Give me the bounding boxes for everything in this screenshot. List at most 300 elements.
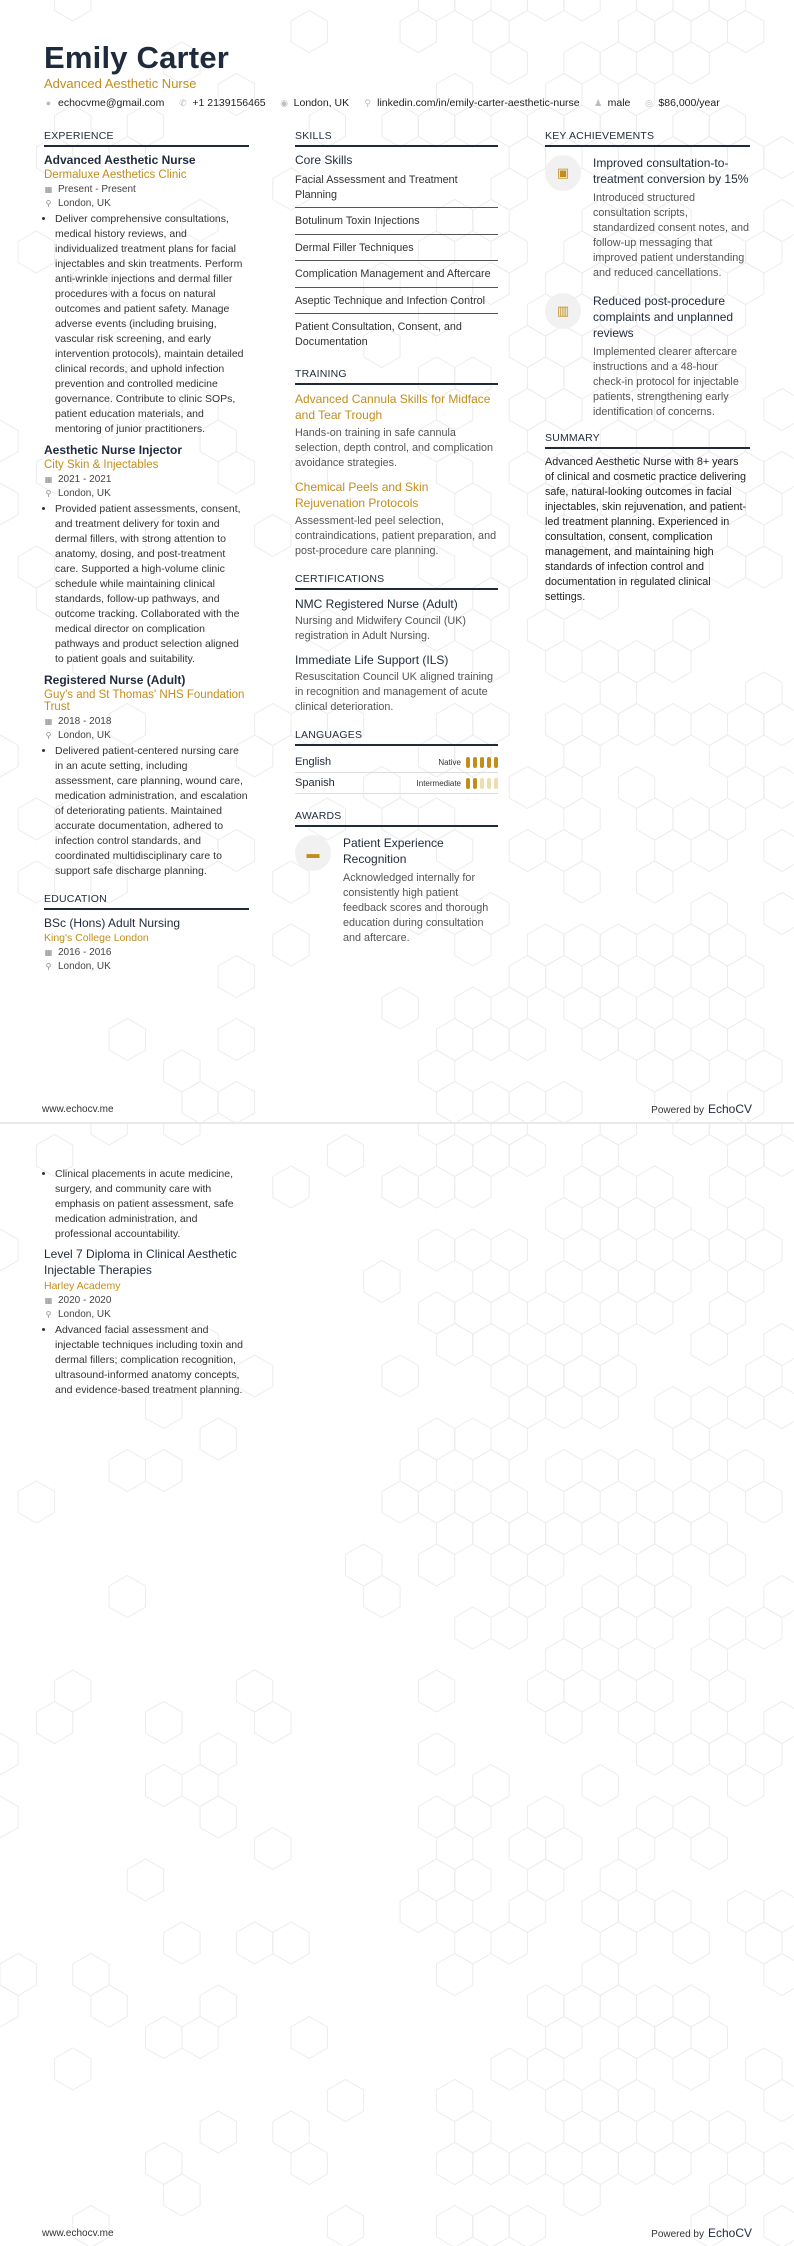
experience-dates xyxy=(44,716,249,727)
education-item xyxy=(44,1246,249,1398)
hexagon-shape xyxy=(546,2080,582,2122)
education-dates-text: 2020 - 2020 xyxy=(58,1295,112,1306)
hexagon-shape xyxy=(509,1082,545,1123)
contact-email-text: echocvme@gmail.com xyxy=(58,97,165,109)
education-location xyxy=(44,1309,249,1320)
hexagon-shape xyxy=(746,546,782,588)
contact-phone[interactable] xyxy=(178,97,265,109)
hexagon-shape xyxy=(437,1082,473,1123)
hexagon-shape xyxy=(655,2017,691,2059)
hexagon-shape xyxy=(691,956,727,998)
education-school: King's College London xyxy=(44,932,149,944)
experience-location xyxy=(44,488,249,499)
hexagon-shape xyxy=(509,1135,545,1177)
hexagon-shape xyxy=(746,231,782,273)
hexagon-shape xyxy=(764,1576,794,1618)
rating-bar xyxy=(473,757,477,768)
footer-brand: EchoCV xyxy=(707,1102,752,1116)
hexagon-shape xyxy=(491,42,527,84)
hexagon-shape xyxy=(582,1198,618,1240)
hexagon-shape xyxy=(709,1229,745,1271)
hexagon-shape xyxy=(618,74,654,116)
hexagon-shape xyxy=(673,798,709,840)
hexagon-shape xyxy=(255,704,291,746)
hexagon-shape xyxy=(527,1544,563,1586)
contact-email[interactable] xyxy=(44,97,164,109)
rating-bar xyxy=(487,778,491,789)
hexagon-shape xyxy=(509,956,545,998)
hexagon-shape xyxy=(600,1292,636,1334)
hexagon-shape xyxy=(618,767,654,809)
footer-site-link[interactable]: www.echocv.me xyxy=(42,1104,114,1115)
hexagon-shape xyxy=(728,704,764,746)
hexagon-shape xyxy=(346,1544,382,1586)
hexagon-shape xyxy=(55,2048,91,2090)
hexagon-shape xyxy=(582,2080,618,2122)
hexagon-shape xyxy=(546,641,582,683)
hexagon-shape xyxy=(564,987,600,1029)
hexagon-shape xyxy=(509,389,545,431)
hexagon-shape xyxy=(728,956,764,998)
hexagon-shape xyxy=(491,1922,527,1964)
hexagon-shape xyxy=(637,1166,673,1208)
hexagon-shape xyxy=(600,1922,636,1964)
hexagon-shape xyxy=(728,1891,764,1933)
hexagon-shape xyxy=(255,1702,291,1744)
hexagon-shape xyxy=(182,1765,218,1807)
hexagon-shape xyxy=(582,1576,618,1618)
hexagon-shape xyxy=(637,1050,673,1092)
hexagon-shape xyxy=(491,1355,527,1397)
training-heading: TRAINING xyxy=(295,368,498,385)
hexagon-shape xyxy=(437,1513,473,1555)
hexagon-shape xyxy=(382,1166,418,1208)
hexagon-shape xyxy=(746,483,782,525)
experience-bullet: • Deliver comprehensive consultations, medical history reviews, and individualized treatment plans for facial injectables and skin treatments. Perform anti-wrinkle injections and dermal filler procedures with a focus on natural outcomes and patient safety. Manage adverse events (including bruising, vascular risk screening, and early intervention protocols), maintain detailed clinical records, and uphold infection prevention and controlled medicine governance. Contribute to clinic SOPs, patient education materials, and mentoring of junior practitioners. xyxy=(55,212,249,437)
email-icon: ● xyxy=(45,97,52,108)
footer-powered-by[interactable] xyxy=(651,2226,752,2240)
hexagon-shape xyxy=(582,1891,618,1933)
hexagon-shape xyxy=(164,2174,200,2216)
education-item xyxy=(44,916,249,972)
hexagon-shape xyxy=(764,2143,794,2185)
hexagon-shape xyxy=(418,1050,454,1092)
education-bullets xyxy=(44,1323,249,1398)
hexagon-shape xyxy=(728,1450,764,1492)
achievements-heading: KEY ACHIEVEMENTS xyxy=(545,130,750,147)
hexagon-shape xyxy=(291,2017,327,2059)
calendar-icon: ▦ xyxy=(44,185,53,194)
hexagon-shape xyxy=(382,1355,418,1397)
hexagon-shape xyxy=(637,1796,673,1838)
experience-item xyxy=(44,673,249,879)
hexagon-shape xyxy=(618,1019,654,1061)
rating-bar xyxy=(466,757,470,768)
hexagon-shape xyxy=(455,1796,491,1838)
hexagon-shape xyxy=(691,893,727,935)
rating-bar xyxy=(473,778,477,789)
skill-item: Complication Management and Aftercare xyxy=(295,264,498,288)
hexagon-shape xyxy=(437,1324,473,1366)
hexagon-shape xyxy=(146,2017,182,2059)
hexagon-shape xyxy=(455,1481,491,1523)
hexagon-shape xyxy=(418,1229,454,1271)
skill-item: Botulinum Toxin Injections xyxy=(295,211,498,235)
hexagon-shape xyxy=(509,326,545,368)
skills-heading: SKILLS xyxy=(295,130,498,147)
hexagon-shape xyxy=(655,956,691,998)
experience-role: Registered Nurse (Adult) xyxy=(44,673,186,687)
hexagon-shape xyxy=(546,2143,582,2185)
hexagon-shape xyxy=(746,1922,782,1964)
hexagon-shape xyxy=(637,924,673,966)
hexagon-shape xyxy=(146,1450,182,1492)
hexagon-shape xyxy=(218,1082,254,1123)
experience-role: Advanced Aesthetic Nurse xyxy=(44,153,196,167)
hexagon-shape xyxy=(746,1733,782,1775)
hexagon-shape xyxy=(255,1828,291,1870)
footer-powered-by[interactable] xyxy=(651,1102,752,1116)
hexagon-shape xyxy=(673,1124,709,1145)
certifications-heading: CERTIFICATIONS xyxy=(295,573,498,590)
experience-location-text: London, UK xyxy=(58,730,111,741)
hexagon-shape xyxy=(127,1859,163,1901)
hexagon-shape xyxy=(564,0,600,21)
experience-bullets xyxy=(44,212,249,437)
hexagon-shape xyxy=(582,1450,618,1492)
summary-text: Advanced Aesthetic Nurse with 8+ years of clinical and cosmetic practice delivering safe, natural-looking outcomes in facial injectables, skin rejuvenation, and patient-led treatment planning. Experienced in consultation, consent, complication management, and maintaining high standards of infection control and documentation in regulated clinical settings. xyxy=(545,456,747,603)
contact-phone-text: +1 2139156465 xyxy=(192,97,266,109)
hexagon-shape xyxy=(600,987,636,1029)
calendar-icon: ▦ xyxy=(44,1296,53,1305)
experience-dates-text: 2018 - 2018 xyxy=(58,716,112,727)
hexagon-shape xyxy=(509,1891,545,1933)
award-title: Patient Experience Recognition xyxy=(343,836,444,866)
hexagon-shape xyxy=(637,2111,673,2153)
certification-desc: Resuscitation Council UK aligned training in recognition and management of acute clinical deterioration. xyxy=(295,671,494,713)
hexagon-shape xyxy=(564,735,600,777)
hexagon-shape xyxy=(673,2048,709,2090)
hexagon-shape xyxy=(455,1418,491,1460)
hexagon-shape xyxy=(582,1765,618,1807)
hexagon-shape xyxy=(582,1135,618,1177)
skill-item: Aseptic Technique and Infection Control xyxy=(295,291,498,315)
phone-icon: ✆ xyxy=(179,97,187,108)
calendar-icon: ▦ xyxy=(44,717,53,726)
hexagon-shape xyxy=(473,1513,509,1555)
hexagon-shape xyxy=(618,1702,654,1744)
training-desc: Hands-on training in safe cannula selection, depth control, and complication avoidance strategies. xyxy=(295,427,494,469)
languages-heading: LANGUAGES xyxy=(295,729,498,746)
hexagon-shape xyxy=(327,1135,363,1177)
hexagon-shape xyxy=(273,1922,309,1964)
briefcase-icon: ▣ xyxy=(545,155,581,191)
hexagon-shape xyxy=(73,1954,109,1996)
language-proficiency xyxy=(438,757,498,768)
hexagon-shape xyxy=(327,2080,363,2122)
hexagon-shape xyxy=(709,1292,745,1334)
rating-bar xyxy=(494,757,498,768)
hexagon-shape xyxy=(728,1019,764,1061)
hexagon-shape xyxy=(527,1355,563,1397)
achievement-body xyxy=(593,293,750,420)
hexagon-shape xyxy=(764,452,794,494)
hexagon-shape xyxy=(764,830,794,872)
building-icon: ▥ xyxy=(545,293,581,329)
hexagon-shape xyxy=(291,2143,327,2185)
experience-location xyxy=(44,730,249,741)
hexagon-shape xyxy=(418,1859,454,1901)
hexagon-shape xyxy=(746,1481,782,1523)
hexagon-shape xyxy=(582,956,618,998)
hexagon-shape xyxy=(673,1481,709,1523)
hexagon-shape xyxy=(437,2143,473,2185)
hexagon-shape xyxy=(491,0,527,21)
hexagon-shape xyxy=(473,2143,509,2185)
language-rating xyxy=(466,757,498,768)
hexagon-shape xyxy=(618,2143,654,2185)
hexagon-shape xyxy=(655,830,691,872)
hexagon-shape xyxy=(564,861,600,903)
hexagon-shape xyxy=(764,137,794,179)
hexagon-shape xyxy=(655,1576,691,1618)
hexagon-shape xyxy=(164,1050,200,1092)
hexagon-shape xyxy=(618,1513,654,1555)
certification-title: NMC Registered Nurse (Adult) xyxy=(295,597,458,611)
experience-location xyxy=(44,198,249,209)
hexagon-shape xyxy=(527,1670,563,1712)
hexagon-shape xyxy=(200,1733,236,1775)
hexagon-shape xyxy=(509,767,545,809)
hexagon-shape xyxy=(364,1576,400,1618)
hexagon-shape xyxy=(600,1859,636,1901)
hexagon-shape xyxy=(109,1019,145,1061)
hexagon-shape xyxy=(655,704,691,746)
hexagon-shape xyxy=(746,1124,782,1145)
hexagon-shape xyxy=(527,1859,563,1901)
hexagon-shape xyxy=(55,1670,91,1712)
hexagon-shape xyxy=(418,1418,454,1460)
hexagon-shape xyxy=(473,1082,509,1123)
experience-org: Dermaluxe Aesthetics Clinic xyxy=(44,169,187,181)
language-name: Spanish xyxy=(295,777,335,789)
hexagon-shape xyxy=(546,1828,582,1870)
person-icon: ♟ xyxy=(594,97,603,108)
hexagon-shape xyxy=(637,1292,673,1334)
hexagon-shape xyxy=(546,2017,582,2059)
hexagon-shape xyxy=(509,1019,545,1061)
hexagon-shape xyxy=(764,1891,794,1933)
hexagon-shape xyxy=(655,1261,691,1303)
footer-site-link[interactable]: www.echocv.me xyxy=(42,2228,114,2239)
hexagon-shape xyxy=(655,1019,691,1061)
hexagon-shape xyxy=(582,1954,618,1996)
hexagon-shape xyxy=(673,924,709,966)
hexagon-shape xyxy=(455,1607,491,1649)
training-title: Advanced Cannula Skills for Midface and Tear Trough xyxy=(295,392,491,422)
hexagon-shape xyxy=(728,1198,764,1240)
hexagon-shape xyxy=(637,1670,673,1712)
candidate-name: Emily Carter xyxy=(44,40,230,75)
footer-powered-text: Powered by xyxy=(651,1105,704,1116)
hexagon-shape xyxy=(728,1261,764,1303)
hexagon-shape xyxy=(673,0,709,21)
hexagon-shape xyxy=(418,1796,454,1838)
hexagon-shape xyxy=(691,1324,727,1366)
experience-heading: EXPERIENCE xyxy=(44,130,249,147)
hexagon-shape xyxy=(327,2206,363,2246)
hexagon-shape xyxy=(491,1124,527,1145)
hexagon-shape xyxy=(527,1292,563,1334)
hexagon-shape xyxy=(728,1387,764,1429)
resume-page-2 xyxy=(0,1124,794,2246)
contact-location-text: London, UK xyxy=(293,97,350,109)
hexagon-shape xyxy=(509,2143,545,2185)
left-column xyxy=(44,130,249,978)
hexagon-shape xyxy=(600,1607,636,1649)
hexagon-shape xyxy=(546,1082,582,1123)
hexagon-shape xyxy=(691,1450,727,1492)
hexagon-shape xyxy=(509,452,545,494)
hexagon-shape xyxy=(509,1513,545,1555)
hexagon-shape xyxy=(691,1387,727,1429)
achievement-body xyxy=(593,155,750,281)
hexagon-shape xyxy=(236,1670,272,1712)
hexagon-shape xyxy=(473,11,509,53)
hexagon-shape xyxy=(600,42,636,84)
hexagon-shape xyxy=(673,609,709,651)
hexagon-shape xyxy=(0,483,18,525)
hexagon-shape xyxy=(546,1198,582,1240)
hexagon-shape xyxy=(455,987,491,1029)
hexagon-shape xyxy=(382,987,418,1029)
hexagon-shape xyxy=(91,1124,127,1145)
contact-linkedin[interactable] xyxy=(363,97,580,109)
hexagon-shape xyxy=(709,735,745,777)
hexagon-shape xyxy=(582,1387,618,1429)
experience-bullet: • Provided patient assessments, consent, and treatment delivery for toxin and dermal fillers, with strong attention to anatomy, dosing, and post-treatment care. Supported a high-volume clinic schedule while maintaining clinical standards, follow-up pathways, and outcome tracking. Collaborated with the medical director on complication pathways and product selection aligned to patient goals and suitability. xyxy=(55,502,249,667)
hexagon-shape xyxy=(418,1124,454,1145)
hexagon-shape xyxy=(546,1324,582,1366)
hexagon-shape xyxy=(473,2206,509,2246)
hexagon-shape xyxy=(709,2111,745,2153)
hexagon-shape xyxy=(437,1135,473,1177)
hexagon-shape xyxy=(637,1733,673,1775)
hexagon-shape xyxy=(746,1050,782,1092)
hexagon-shape xyxy=(437,2206,473,2246)
hexagon-shape xyxy=(164,1922,200,1964)
hexagon-shape xyxy=(709,1607,745,1649)
hexagon-shape xyxy=(746,1607,782,1649)
hexagon-shape xyxy=(564,924,600,966)
hexagon-shape xyxy=(200,2111,236,2153)
hexagon-shape xyxy=(600,1985,636,2027)
hexagon-shape xyxy=(709,1166,745,1208)
hexagon-shape xyxy=(582,704,618,746)
hexagon-shape xyxy=(473,1450,509,1492)
hexagon-shape xyxy=(582,2143,618,2185)
hexagon-shape xyxy=(73,2206,109,2246)
contact-gender xyxy=(594,97,631,109)
hexagon-shape xyxy=(546,1261,582,1303)
hexagon-shape xyxy=(473,1019,509,1061)
left-column-continued xyxy=(44,1164,249,1404)
skill-item: Dermal Filler Techniques xyxy=(295,238,498,262)
hexagon-shape xyxy=(91,1985,127,2027)
hexagon-shape xyxy=(637,42,673,84)
hexagon-shape xyxy=(400,1450,436,1492)
hexagon-shape xyxy=(691,2017,727,2059)
hexagon-shape xyxy=(546,1702,582,1744)
hexagon-shape xyxy=(691,830,727,872)
hexagon-shape xyxy=(418,1166,454,1208)
hexagon-shape xyxy=(655,2143,691,2185)
hexagon-shape xyxy=(764,767,794,809)
certification-title: Immediate Life Support (ILS) xyxy=(295,653,449,667)
experience-dates xyxy=(44,184,249,195)
achievement-desc: Introduced structured consultation scripts, standardized consent notes, and follow-up messaging that improved patient understanding and reduced cancellations. xyxy=(593,192,750,279)
hexagon-shape xyxy=(673,1922,709,1964)
hexagon-shape xyxy=(618,1639,654,1681)
hexagon-shape xyxy=(455,1166,491,1208)
hexagon-shape xyxy=(0,420,18,462)
language-proficiency xyxy=(417,778,498,789)
hexagon-shape xyxy=(746,672,782,714)
hexagon-shape xyxy=(564,1229,600,1271)
hexagon-shape xyxy=(527,1796,563,1838)
hexagon-shape xyxy=(418,1292,454,1334)
hexagon-shape xyxy=(273,1166,309,1208)
hexagon-shape xyxy=(0,1954,36,1996)
hexagon-shape xyxy=(0,1796,18,1838)
hexagon-shape xyxy=(418,1733,454,1775)
hexagon-shape xyxy=(709,1733,745,1775)
hexagon-shape xyxy=(509,2206,545,2246)
location-pin-icon: ⚲ xyxy=(45,1310,52,1319)
hexagon-shape xyxy=(655,1891,691,1933)
location-pin-icon: ⚲ xyxy=(45,731,52,740)
hexagon-shape xyxy=(618,1891,654,1933)
hexagon-shape xyxy=(527,1985,563,2027)
hexagon-shape xyxy=(164,1124,200,1145)
award-body xyxy=(343,835,498,946)
hexagon-shape xyxy=(0,1985,18,2027)
hexagon-shape xyxy=(146,1702,182,1744)
language-name: English xyxy=(295,756,332,768)
hexagon-shape xyxy=(618,641,654,683)
right-column xyxy=(545,130,750,605)
experience-location-text: London, UK xyxy=(58,488,111,499)
hexagon-shape xyxy=(728,1765,764,1807)
hexagon-shape xyxy=(709,1544,745,1586)
hexagon-shape xyxy=(764,1387,794,1429)
hexagon-shape xyxy=(527,609,563,651)
hexagon-shape xyxy=(746,1355,782,1397)
hexagon-shape xyxy=(418,1481,454,1523)
contact-location xyxy=(280,97,349,109)
hexagon-shape xyxy=(527,924,563,966)
education-heading: EDUCATION xyxy=(44,893,249,910)
hexagon-shape xyxy=(582,1261,618,1303)
hexagon-shape xyxy=(491,2048,527,2090)
education-bullets xyxy=(44,1167,249,1242)
resume-page-1 xyxy=(0,0,794,1122)
contact-linkedin-text: linkedin.com/in/emily-carter-aesthetic-nurse xyxy=(377,97,580,109)
hexagon-shape xyxy=(637,798,673,840)
hexagon-shape xyxy=(728,11,764,53)
hexagon-shape xyxy=(473,1765,509,1807)
hexagon-shape xyxy=(564,1670,600,1712)
